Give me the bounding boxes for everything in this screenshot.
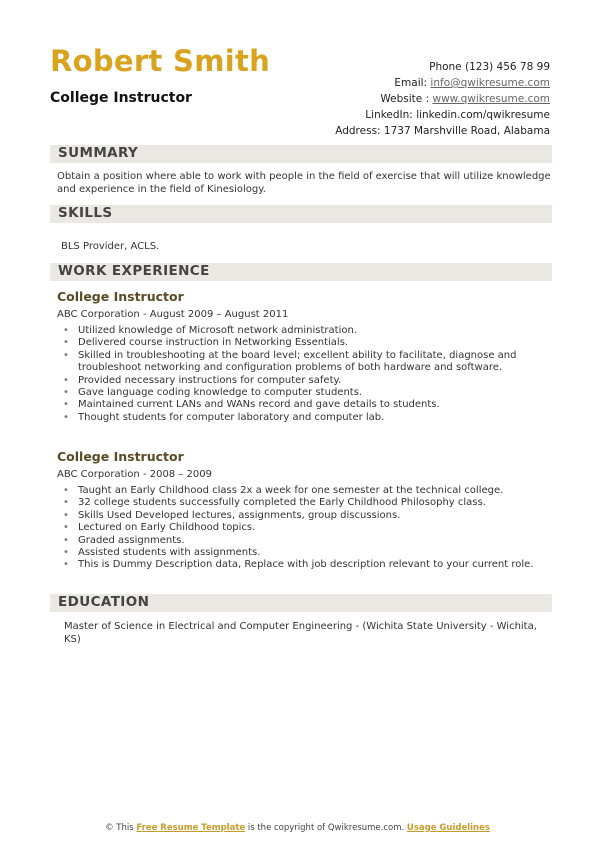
website-label: Website : (380, 93, 430, 105)
summary-heading: SUMMARY (58, 145, 139, 161)
list-item: • Lectured on Early Childhood topics. (63, 522, 256, 534)
skills-text: BLS Provider, ACLS. (61, 241, 160, 252)
list-item: • Delivered course instruction in Networking Essentials. (63, 337, 349, 349)
contact-phone (335, 59, 550, 75)
email-label: Email: (394, 77, 428, 89)
list-item: • Provided necessary instructions for computer safety. (63, 374, 342, 386)
contact-website (335, 91, 550, 107)
linkedin-label: LinkedIn: (365, 109, 413, 121)
bullet-icon: • (63, 547, 69, 559)
list-item: • Utilized knowledge of Microsoft network administration. (63, 325, 357, 336)
job-1-bullets (61, 325, 541, 424)
list-item: • This is Dummy Description data, Replace with job description relevant to your current role. (63, 559, 534, 571)
list-item: • Skilled in troubleshooting at the board level; excellent ability to facilitate, diagnose and troubleshoot networking and configuration problems of both hardware and software. (63, 349, 517, 374)
list-item: • Maintained current LANs and WANs record and gave details to students. (63, 399, 440, 411)
email-link[interactable]: info@qwikresume.com (430, 77, 550, 89)
address-value: 1737 Marshville Road, Alabama (383, 125, 550, 137)
work-heading: WORK EXPERIENCE (58, 263, 210, 279)
contact-linkedin (335, 107, 550, 123)
bullet-icon: • (63, 337, 69, 349)
bullet-icon: • (63, 399, 69, 411)
summary-text: Obtain a position where able to work with people in the field of exercise that will utilize knowledge and experience in the field of Kinesiology. (57, 171, 551, 195)
bullet-icon: • (63, 497, 69, 509)
footer-prefix: © This (105, 823, 134, 833)
skills-bar (50, 205, 552, 223)
linkedin-value: linkedin.com/qwikresume (416, 109, 550, 121)
phone-label: Phone (429, 61, 462, 73)
education-heading: EDUCATION (58, 594, 150, 610)
list-item: • Skills Used Developed lectures, assignments, group discussions. (63, 509, 401, 521)
list-item: • Assisted students with assignments. (63, 547, 261, 559)
bullet-icon: • (63, 509, 69, 521)
candidate-title: College Instructor (50, 90, 192, 106)
bullet-icon: • (63, 411, 69, 423)
bullet-icon: • (63, 374, 69, 386)
bullet-icon: • (63, 522, 69, 534)
bullet-icon: • (63, 325, 69, 336)
bullet-icon: • (63, 559, 69, 571)
address-label: Address: (335, 125, 381, 137)
free-resume-template-link[interactable]: Free Resume Template (136, 823, 246, 833)
bullet-icon: • (63, 349, 69, 361)
job-2-bullets (61, 485, 541, 572)
bullet-icon: • (63, 485, 69, 496)
contact-email (335, 75, 550, 91)
job-1-meta: ABC Corporation - August 2009 – August 2011 (57, 309, 289, 320)
usage-guidelines-link[interactable]: Usage Guidelines (406, 823, 490, 833)
education-text: Master of Science in Electrical and Computer Engineering - (Wichita State University - Wichita, KS) (64, 621, 537, 645)
bullet-icon: • (63, 534, 69, 546)
list-item: • 32 college students successfully completed the Early Childhood Philosophy class. (63, 497, 486, 509)
list-item: • Gave language coding knowledge to computer students. (63, 387, 363, 399)
contact-block (335, 59, 550, 139)
footer (0, 823, 595, 833)
contact-address (335, 123, 550, 139)
website-link[interactable]: www.qwikresume.com (432, 93, 550, 105)
list-item: • Thought students for computer laboratory and computer lab. (63, 411, 385, 423)
skills-heading: SKILLS (58, 205, 113, 221)
list-item: • Graded assignments. (63, 534, 185, 546)
footer-middle: is the copyright of Qwikresume.com. (247, 823, 405, 833)
list-item: • Taught an Early Childhood class 2x a week for one semester at the technical college. (63, 485, 504, 496)
bullet-icon: • (63, 387, 69, 399)
phone-value: (123) 456 78 99 (464, 61, 550, 73)
job-1-title: College Instructor (57, 289, 184, 304)
job-2-title: College Instructor (57, 449, 184, 464)
job-2-meta: ABC Corporation - 2008 – 2009 (57, 469, 212, 480)
candidate-name: Robert Smith (50, 44, 271, 78)
